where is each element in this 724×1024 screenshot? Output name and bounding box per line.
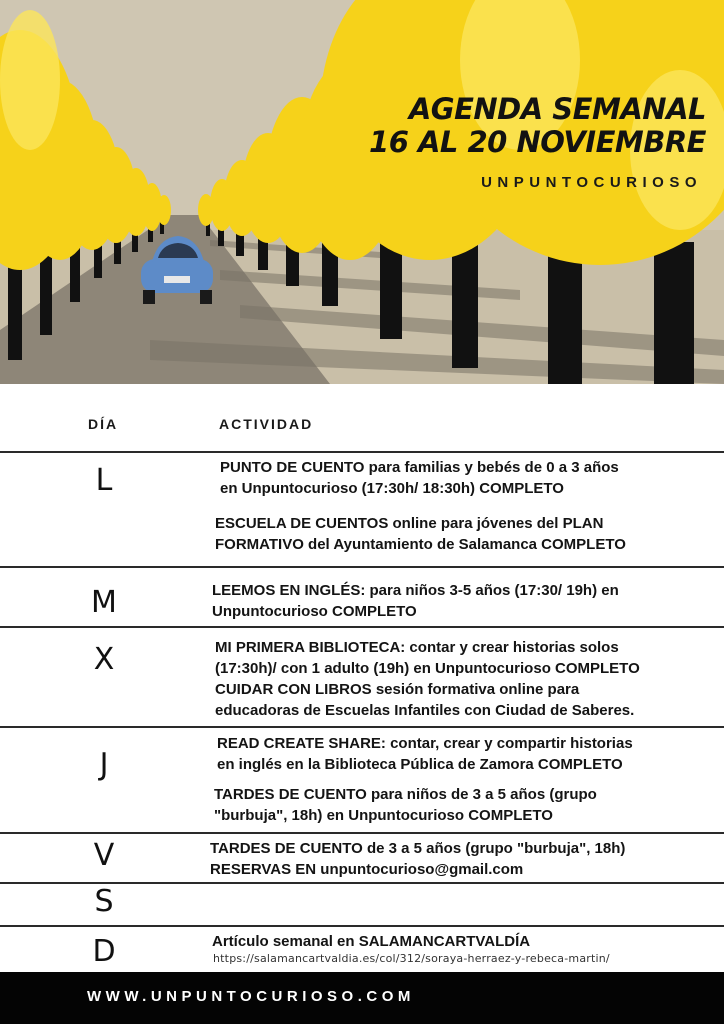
- day-letter-l: L: [95, 463, 113, 498]
- day-letter-x: X: [93, 642, 115, 677]
- tree-avenue-illustration: [0, 0, 724, 384]
- day-letter-v: V: [93, 838, 115, 873]
- divider: [0, 566, 724, 568]
- day-letter-j: J: [99, 747, 109, 782]
- day-letter-d: D: [92, 934, 116, 969]
- title-line-1: AGENDA SEMANAL: [408, 92, 706, 126]
- title-line-2: 16 AL 20 NOVIEMBRE: [369, 125, 706, 159]
- activity-text: PUNTO DE CUENTO para familias y bebés de 0 a 3 años en Unpuntocurioso (17:30h/ 18:30h) COMPLETO: [220, 459, 619, 497]
- footer-website-link[interactable]: WWW.UNPUNTOCURIOSO.COM: [87, 988, 415, 1005]
- activity-text: READ CREATE SHARE: contar, crear y compartir historias en inglés en la Biblioteca Pública de Zamora COMPLETO: [217, 735, 633, 773]
- page-title: [369, 93, 706, 159]
- article-link[interactable]: https://salamancartvaldia.es/col/312/soraya-herraez-y-rebeca-martin/: [213, 952, 610, 965]
- day-letter-s: S: [94, 884, 114, 919]
- activity-text: TARDES DE CUENTO de 3 a 5 años (grupo "burbuja", 18h) RESERVAS EN unpuntocurioso@gmail.com: [210, 840, 626, 878]
- day-letter-m: M: [91, 585, 117, 620]
- activity-text: TARDES DE CUENTO para niños de 3 a 5 años (grupo "burbuja", 18h) en Unpuntocurioso COMPLETO: [214, 786, 597, 824]
- divider: [0, 832, 724, 834]
- hero-illustration: [0, 0, 724, 384]
- activity-text: ESCUELA DE CUENTOS online para jóvenes del PLAN FORMATIVO del Ayuntamiento de Salamanca COMPLETO: [215, 515, 626, 553]
- divider: [0, 451, 724, 453]
- activity-column-header: ACTIVIDAD: [219, 416, 314, 432]
- day-column-header: DÍA: [88, 416, 119, 432]
- activity-text: LEEMOS EN INGLÉS: para niños 3-5 años (17:30/ 19h) en Unpuntocurioso COMPLETO: [212, 582, 619, 620]
- divider: [0, 626, 724, 628]
- divider: [0, 925, 724, 927]
- divider: [0, 726, 724, 728]
- activity-text: MI PRIMERA BIBLIOTECA: contar y crear historias solos (17:30h)/ con 1 adulto (19h) en Unpuntocurioso COMPLETO CUIDAR CON LIBROS sesión formativa online para educadoras de Escuelas Infantiles con Ciudad de Saberes.: [215, 639, 640, 719]
- footer-bar: [0, 972, 724, 1024]
- activity-text: Artículo semanal en SALAMANCARTVALDÍA: [212, 933, 531, 950]
- brand-subtitle: UNPUNTOCURIOSO: [481, 174, 702, 191]
